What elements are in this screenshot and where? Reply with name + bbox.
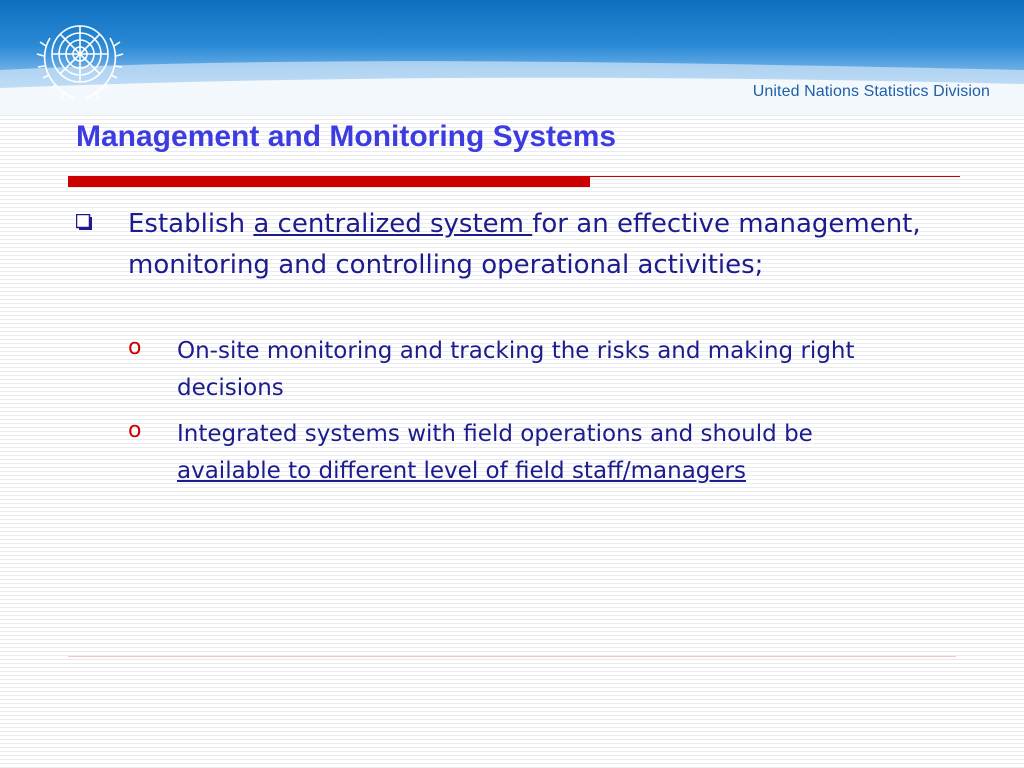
sub-bullet-text bbox=[177, 416, 947, 490]
page-title: Management and Monitoring Systems bbox=[76, 120, 617, 153]
sub-bullet-line: Integrated systems with field operations and should be bbox=[177, 421, 813, 447]
sub-bullet-text bbox=[177, 333, 947, 407]
main-bullet-underlined: a centralized system bbox=[253, 209, 533, 239]
main-bullet-pre: Establish bbox=[128, 209, 254, 239]
sub-bullet-line: available to different level of field staff/managers bbox=[177, 458, 746, 484]
sub-bullet-line: On-site monitoring and tracking the risks and making right bbox=[177, 338, 855, 364]
org-name: United Nations Statistics Division bbox=[752, 83, 990, 100]
sub-bullet-marker: o bbox=[128, 335, 142, 360]
footer-rule bbox=[68, 656, 956, 657]
sub-bullet-marker: o bbox=[128, 418, 142, 443]
checkbox-bullet-icon bbox=[76, 214, 93, 231]
sub-bullet-line: decisions bbox=[177, 375, 284, 401]
main-bullet-post: for an effective management, monitoring and controlling operational activities; bbox=[128, 209, 921, 280]
main-bullet-text bbox=[128, 204, 928, 286]
